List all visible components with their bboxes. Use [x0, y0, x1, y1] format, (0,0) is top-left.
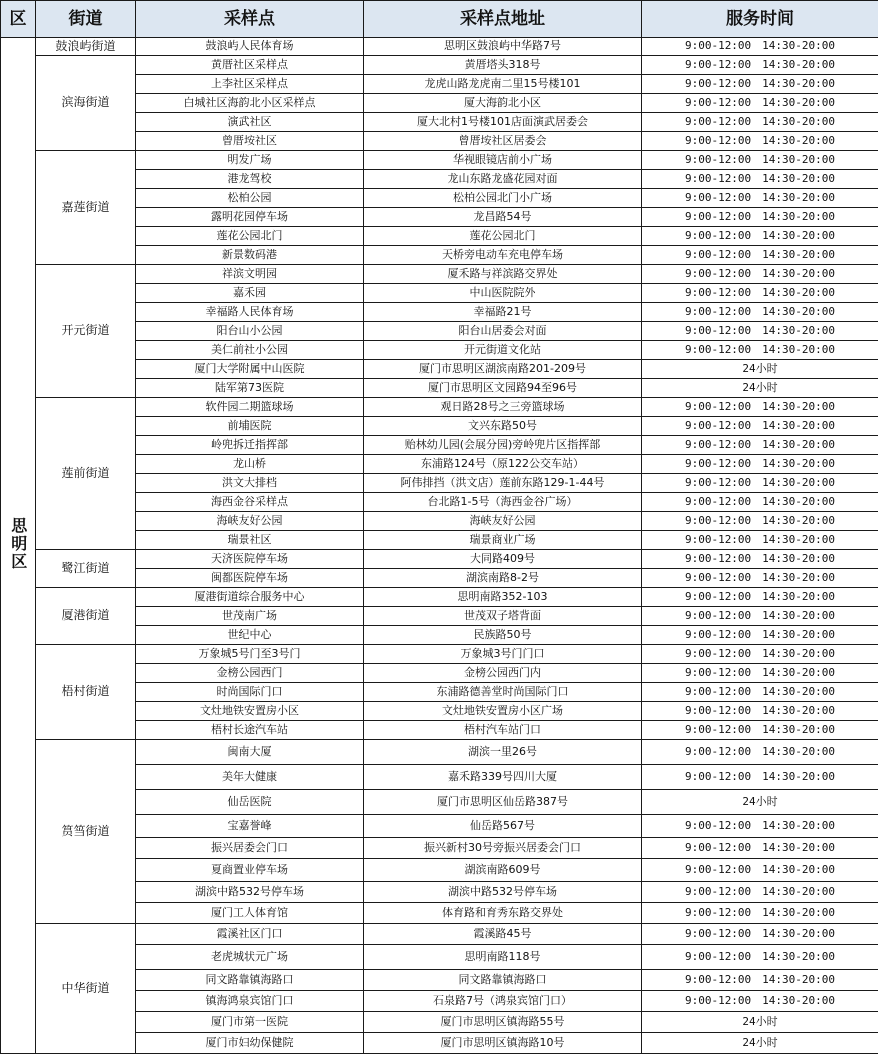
site-address-cell: 阿伟排挡（洪文店）莲前东路129-1-44号	[364, 474, 642, 493]
site-name-cell: 夏商置业停车场	[136, 859, 364, 882]
service-hours-cell: 9:00-12:00 14:30-20:00	[642, 189, 878, 208]
table-row	[1, 550, 878, 569]
header-hours: 服务时间	[642, 1, 878, 38]
site-address-cell: 文兴东路50号	[364, 417, 642, 436]
service-hours-cell: 9:00-12:00 14:30-20:00	[642, 645, 878, 664]
table-body	[1, 38, 878, 1054]
site-name-cell: 阳台山小公园	[136, 322, 364, 341]
site-address-cell: 贻林幼儿园(会展分园)旁岭兜片区指挥部	[364, 436, 642, 455]
street-cell: 滨海街道	[36, 56, 136, 151]
site-name-cell: 闽都医院停车场	[136, 569, 364, 588]
site-name-cell: 世纪中心	[136, 626, 364, 645]
table-row	[1, 265, 878, 284]
service-hours-cell: 9:00-12:00 14:30-20:00	[642, 455, 878, 474]
table-row	[1, 38, 878, 56]
header-site: 采样点	[136, 1, 364, 38]
site-name-cell: 莲花公园北门	[136, 227, 364, 246]
service-hours-cell: 9:00-12:00 14:30-20:00	[642, 284, 878, 303]
site-address-cell: 厦门市思明区镇海路10号	[364, 1033, 642, 1054]
service-hours-cell: 9:00-12:00 14:30-20:00	[642, 417, 878, 436]
site-name-cell: 软件园二期篮球场	[136, 398, 364, 417]
service-hours-cell: 24小时	[642, 1012, 878, 1033]
site-address-cell: 世茂双子塔背面	[364, 607, 642, 626]
site-name-cell: 港龙驾校	[136, 170, 364, 189]
site-name-cell: 黄厝社区采样点	[136, 56, 364, 75]
site-address-cell: 厦禾路与祥滨路交界处	[364, 265, 642, 284]
service-hours-cell: 9:00-12:00 14:30-20:00	[642, 664, 878, 683]
site-address-cell: 金榜公园西门内	[364, 664, 642, 683]
site-address-cell: 观日路28号之三旁篮球场	[364, 398, 642, 417]
site-address-cell: 湖滨一里26号	[364, 740, 642, 765]
street-cell: 开元街道	[36, 265, 136, 398]
site-name-cell: 霞溪社区门口	[136, 924, 364, 945]
site-name-cell: 瑞景社区	[136, 531, 364, 550]
service-hours-cell: 9:00-12:00 14:30-20:00	[642, 882, 878, 903]
service-hours-cell: 9:00-12:00 14:30-20:00	[642, 512, 878, 531]
site-address-cell: 中山医院院外	[364, 284, 642, 303]
site-address-cell: 东浦路德善堂时尚国际门口	[364, 683, 642, 702]
site-address-cell: 嘉禾路339号四川大厦	[364, 765, 642, 790]
site-address-cell: 思明南路118号	[364, 945, 642, 970]
site-name-cell: 文灶地铁安置房小区	[136, 702, 364, 721]
service-hours-cell: 24小时	[642, 360, 878, 379]
service-hours-cell: 9:00-12:00 14:30-20:00	[642, 208, 878, 227]
site-address-cell: 莲花公园北门	[364, 227, 642, 246]
table-row	[1, 588, 878, 607]
table-row	[1, 924, 878, 945]
site-address-cell: 华视眼镜店前小广场	[364, 151, 642, 170]
site-address-cell: 梧村汽车站门口	[364, 721, 642, 740]
district-cell	[1, 38, 36, 1054]
site-name-cell: 前埔医院	[136, 417, 364, 436]
service-hours-cell: 9:00-12:00 14:30-20:00	[642, 903, 878, 924]
site-name-cell: 美年大健康	[136, 765, 364, 790]
site-name-cell: 宝嘉誉峰	[136, 815, 364, 838]
street-cell: 鹭江街道	[36, 550, 136, 588]
service-hours-cell: 9:00-12:00 14:30-20:00	[642, 550, 878, 569]
site-name-cell: 天济医院停车场	[136, 550, 364, 569]
site-name-cell: 厦门工人体育馆	[136, 903, 364, 924]
table-row	[1, 398, 878, 417]
site-address-cell: 台北路1-5号（海西金谷广场）	[364, 493, 642, 512]
service-hours-cell: 9:00-12:00 14:30-20:00	[642, 303, 878, 322]
site-address-cell: 仙岳路567号	[364, 815, 642, 838]
site-name-cell: 洪文大排档	[136, 474, 364, 493]
site-address-cell: 曾厝垵社区居委会	[364, 132, 642, 151]
table-row	[1, 645, 878, 664]
site-address-cell: 厦门市思明区镇海路55号	[364, 1012, 642, 1033]
service-hours-cell: 9:00-12:00 14:30-20:00	[642, 721, 878, 740]
site-name-cell: 金榜公园西门	[136, 664, 364, 683]
service-hours-cell: 9:00-12:00 14:30-20:00	[642, 246, 878, 265]
site-address-cell: 龙虎山路龙虎南二里15号楼101	[364, 75, 642, 94]
service-hours-cell: 9:00-12:00 14:30-20:00	[642, 765, 878, 790]
site-address-cell: 厦大海韵北小区	[364, 94, 642, 113]
site-address-cell: 瑞景商业广场	[364, 531, 642, 550]
service-hours-cell: 9:00-12:00 14:30-20:00	[642, 924, 878, 945]
service-hours-cell: 24小时	[642, 1033, 878, 1054]
site-name-cell: 明发广场	[136, 151, 364, 170]
district-name: 思明区	[8, 516, 28, 571]
site-name-cell: 曾厝垵社区	[136, 132, 364, 151]
service-hours-cell: 9:00-12:00 14:30-20:00	[642, 588, 878, 607]
site-name-cell: 镇海鸿泉宾馆门口	[136, 991, 364, 1012]
site-address-cell: 厦大北村1号楼101店面演武居委会	[364, 113, 642, 132]
site-address-cell: 湖滨南路8-2号	[364, 569, 642, 588]
site-name-cell: 鼓浪屿人民体育场	[136, 38, 364, 56]
site-address-cell: 龙山东路龙盛花园对面	[364, 170, 642, 189]
service-hours-cell: 9:00-12:00 14:30-20:00	[642, 474, 878, 493]
service-hours-cell: 9:00-12:00 14:30-20:00	[642, 740, 878, 765]
site-address-cell: 龙昌路54号	[364, 208, 642, 227]
site-name-cell: 上李社区采样点	[136, 75, 364, 94]
site-address-cell: 松柏公园北门小广场	[364, 189, 642, 208]
site-address-cell: 思明南路352-103	[364, 588, 642, 607]
service-hours-cell: 9:00-12:00 14:30-20:00	[642, 991, 878, 1012]
site-address-cell: 东浦路124号（原122公交车站）	[364, 455, 642, 474]
service-hours-cell: 24小时	[642, 790, 878, 815]
service-hours-cell: 9:00-12:00 14:30-20:00	[642, 322, 878, 341]
site-address-cell: 海峡友好公园	[364, 512, 642, 531]
service-hours-cell: 9:00-12:00 14:30-20:00	[642, 815, 878, 838]
service-hours-cell: 9:00-12:00 14:30-20:00	[642, 702, 878, 721]
site-name-cell: 厦门市妇幼保健院	[136, 1033, 364, 1054]
header-street: 街道	[36, 1, 136, 38]
site-address-cell: 同文路靠镇海路口	[364, 970, 642, 991]
table-row	[1, 56, 878, 75]
site-address-cell: 阳台山居委会对面	[364, 322, 642, 341]
service-hours-cell: 9:00-12:00 14:30-20:00	[642, 56, 878, 75]
site-name-cell: 演武社区	[136, 113, 364, 132]
site-address-cell: 湖滨南路609号	[364, 859, 642, 882]
site-name-cell: 梧村长途汽车站	[136, 721, 364, 740]
street-cell: 莲前街道	[36, 398, 136, 550]
site-name-cell: 厦港街道综合服务中心	[136, 588, 364, 607]
service-hours-cell: 9:00-12:00 14:30-20:00	[642, 341, 878, 360]
service-hours-cell: 9:00-12:00 14:30-20:00	[642, 569, 878, 588]
service-hours-cell: 9:00-12:00 14:30-20:00	[642, 838, 878, 859]
site-address-cell: 霞溪路45号	[364, 924, 642, 945]
site-address-cell: 民族路50号	[364, 626, 642, 645]
service-hours-cell: 9:00-12:00 14:30-20:00	[642, 493, 878, 512]
site-name-cell: 美仁前社小公园	[136, 341, 364, 360]
site-name-cell: 仙岳医院	[136, 790, 364, 815]
service-hours-cell: 9:00-12:00 14:30-20:00	[642, 436, 878, 455]
site-name-cell: 幸福路人民体育场	[136, 303, 364, 322]
service-hours-cell: 9:00-12:00 14:30-20:00	[642, 626, 878, 645]
site-name-cell: 海峡友好公园	[136, 512, 364, 531]
service-hours-cell: 9:00-12:00 14:30-20:00	[642, 38, 878, 56]
site-name-cell: 露明花园停车场	[136, 208, 364, 227]
service-hours-cell: 9:00-12:00 14:30-20:00	[642, 607, 878, 626]
site-name-cell: 厦门市第一医院	[136, 1012, 364, 1033]
table-row	[1, 151, 878, 170]
site-name-cell: 嘉禾园	[136, 284, 364, 303]
site-address-cell: 思明区鼓浪屿中华路7号	[364, 38, 642, 56]
site-name-cell: 祥滨文明园	[136, 265, 364, 284]
site-address-cell: 开元街道文化站	[364, 341, 642, 360]
header-address: 采样点地址	[364, 1, 642, 38]
service-hours-cell: 9:00-12:00 14:30-20:00	[642, 75, 878, 94]
site-name-cell: 世茂南广场	[136, 607, 364, 626]
service-hours-cell: 9:00-12:00 14:30-20:00	[642, 683, 878, 702]
service-hours-cell: 9:00-12:00 14:30-20:00	[642, 113, 878, 132]
site-address-cell: 厦门市思明区湖滨南路201-209号	[364, 360, 642, 379]
site-name-cell: 海西金谷采样点	[136, 493, 364, 512]
street-cell: 中华街道	[36, 924, 136, 1054]
service-hours-cell: 9:00-12:00 14:30-20:00	[642, 132, 878, 151]
street-cell: 筼筜街道	[36, 740, 136, 924]
street-cell: 嘉莲街道	[36, 151, 136, 265]
site-address-cell: 湖滨中路532号停车场	[364, 882, 642, 903]
site-name-cell: 同文路靠镇海路口	[136, 970, 364, 991]
site-address-cell: 振兴新村30号旁振兴居委会门口	[364, 838, 642, 859]
table-row	[1, 740, 878, 765]
site-name-cell: 时尚国际门口	[136, 683, 364, 702]
service-hours-cell: 9:00-12:00 14:30-20:00	[642, 398, 878, 417]
site-address-cell: 大同路409号	[364, 550, 642, 569]
site-address-cell: 文灶地铁安置房小区广场	[364, 702, 642, 721]
site-address-cell: 厦门市思明区仙岳路387号	[364, 790, 642, 815]
service-hours-cell: 9:00-12:00 14:30-20:00	[642, 859, 878, 882]
service-hours-cell: 9:00-12:00 14:30-20:00	[642, 970, 878, 991]
site-address-cell: 黄厝塔头318号	[364, 56, 642, 75]
site-address-cell: 石泉路7号（鸿泉宾馆门口）	[364, 991, 642, 1012]
site-name-cell: 陆军第73医院	[136, 379, 364, 398]
site-name-cell: 岭兜拆迁指挥部	[136, 436, 364, 455]
site-name-cell: 厦门大学附属中山医院	[136, 360, 364, 379]
site-address-cell: 天桥旁电动车充电停车场	[364, 246, 642, 265]
service-hours-cell: 9:00-12:00 14:30-20:00	[642, 265, 878, 284]
street-cell: 梧村街道	[36, 645, 136, 740]
service-hours-cell: 9:00-12:00 14:30-20:00	[642, 531, 878, 550]
site-name-cell: 湖滨中路532号停车场	[136, 882, 364, 903]
street-cell: 鼓浪屿街道	[36, 38, 136, 56]
site-address-cell: 厦门市思明区文园路94至96号	[364, 379, 642, 398]
service-hours-cell: 9:00-12:00 14:30-20:00	[642, 170, 878, 189]
street-cell: 厦港街道	[36, 588, 136, 645]
header-district: 区	[1, 1, 36, 38]
site-name-cell: 闽南大厦	[136, 740, 364, 765]
service-hours-cell: 9:00-12:00 14:30-20:00	[642, 227, 878, 246]
site-name-cell: 龙山桥	[136, 455, 364, 474]
site-name-cell: 振兴居委会门口	[136, 838, 364, 859]
service-hours-cell: 9:00-12:00 14:30-20:00	[642, 151, 878, 170]
site-name-cell: 白城社区海韵北小区采样点	[136, 94, 364, 113]
service-hours-cell: 9:00-12:00 14:30-20:00	[642, 945, 878, 970]
header-row	[1, 1, 878, 38]
service-hours-cell: 24小时	[642, 379, 878, 398]
site-address-cell: 万象城3号门门口	[364, 645, 642, 664]
site-name-cell: 老虎城状元广场	[136, 945, 364, 970]
service-hours-cell: 9:00-12:00 14:30-20:00	[642, 94, 878, 113]
site-name-cell: 万象城5号门至3号门	[136, 645, 364, 664]
site-name-cell: 松柏公园	[136, 189, 364, 208]
site-address-cell: 幸福路21号	[364, 303, 642, 322]
site-address-cell: 体育路和育秀东路交界处	[364, 903, 642, 924]
site-name-cell: 新景数码港	[136, 246, 364, 265]
